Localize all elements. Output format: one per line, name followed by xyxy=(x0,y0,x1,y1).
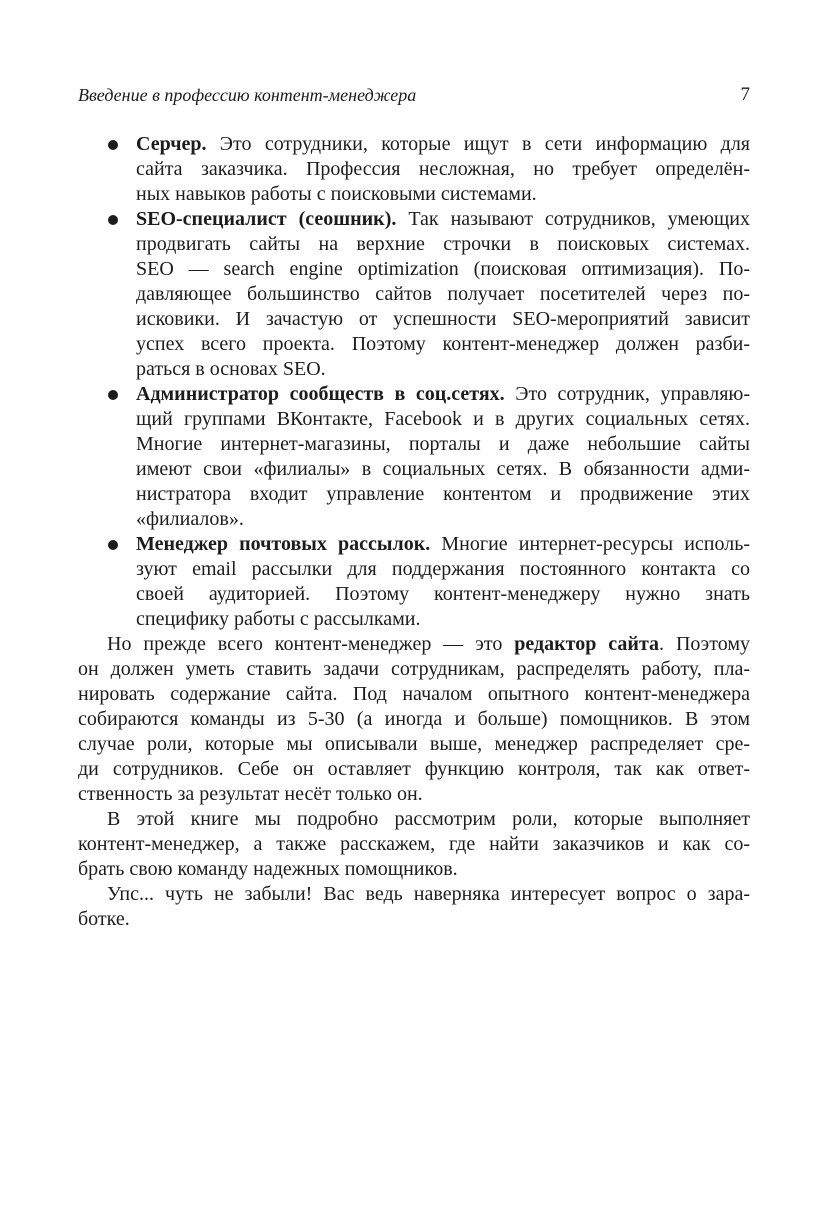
text-line xyxy=(107,632,750,657)
text-line: нистратора входит управление контентом и продвижение этих xyxy=(136,483,750,505)
text-line: сайта заказчика. Профессия несложная, но требует определён- xyxy=(136,158,750,180)
text-line: имеют свои «филиалы» в социальных сетях. В обязанности адми- xyxy=(136,458,750,480)
line-text: Но прежде всего контент-менеджер — это xyxy=(107,633,515,655)
text-line: Упс... чуть не забыли! Вас ведь наверняка интересует вопрос о зара- xyxy=(107,883,750,905)
text-line: продвигать сайты на верхние строчки в поисковых системах. xyxy=(136,233,750,255)
text-line: давляющее большинство сайтов получает посетителей через по- xyxy=(136,283,750,305)
text-line: ди сотрудников. Себе он оставляет функцию контроля, так как ответ- xyxy=(78,758,750,780)
text-line: случае роли, которые мы описывали выше, менеджер распределяет сре- xyxy=(78,733,750,755)
text-line: нировать содержание сайта. Под началом опытного контент-менеджера xyxy=(78,683,750,705)
line-text: Так называют сотрудников, умеющих xyxy=(396,208,750,230)
text-line: успех всего проекта. Поэтому контент-менеджер должен разби- xyxy=(136,333,750,355)
bullet-icon xyxy=(108,215,118,225)
text-line: собираются команды из 5-30 (а иногда и больше) помощников. В этом xyxy=(78,708,750,730)
text-line: раться в основах SEO. xyxy=(136,358,326,380)
text-line: ботке. xyxy=(78,908,130,930)
bullet-icon xyxy=(108,140,118,150)
text-line: ственность за результат несёт только он. xyxy=(78,783,423,805)
bullet-icon xyxy=(108,390,118,400)
bold-term: редактор сайта xyxy=(514,633,660,655)
text-line: «филиалов». xyxy=(136,508,244,530)
text-line: исковики. И зачастую от успешности SEO-мероприятий зависит xyxy=(136,308,750,330)
running-head-title: Введение в профессию контент-менеджера xyxy=(78,85,417,105)
text-line: он должен уметь ставить задачи сотрудникам, распределять работу, пла- xyxy=(78,658,750,680)
line-text: Это сотрудник, управляю- xyxy=(504,383,751,405)
text-line xyxy=(136,207,750,232)
text-line xyxy=(136,532,750,557)
text-line: своей аудиторией. Поэтому контент-менеджеру нужно знать xyxy=(136,583,750,605)
text-line: специфику работы с рассылками. xyxy=(136,608,421,630)
text-line: SEO — search engine optimization (поисковая оптимизация). По- xyxy=(136,258,750,280)
text-line: зуют email рассылки для поддержания постоянного контакта со xyxy=(136,558,750,580)
bullet-icon xyxy=(108,540,118,550)
page-number: 7 xyxy=(740,84,750,105)
text-line: щий группами ВКонтакте, Facebook и в других социальных сетях. xyxy=(136,408,750,430)
line-text: Это сотрудники, которые ищут в сети информацию для xyxy=(206,133,750,155)
bullet-term: SEO-специалист (сеошник). xyxy=(136,208,397,230)
text-line: В этой книге мы подробно рассмотрим роли, которые выполняет xyxy=(107,808,750,830)
line-text: . Поэтому xyxy=(659,633,750,655)
text-line: брать свою команду надежных помощников. xyxy=(78,858,458,880)
text-line: контент-менеджер, а также расскажем, где найти заказчиков и как со- xyxy=(78,833,750,855)
text-line: ных навыков работы с поисковыми системами. xyxy=(136,183,537,205)
bullet-term: Серчер. xyxy=(136,133,207,155)
text-line: Многие интернет-магазины, порталы и даже небольшие сайты xyxy=(136,433,750,455)
text-line xyxy=(136,132,750,157)
line-text: Многие интернет-ресурсы исполь- xyxy=(430,533,751,555)
bullet-term: Администратор сообществ в соц.сетях. xyxy=(136,383,505,405)
bullet-term: Менеджер почтовых рассылок. xyxy=(136,533,431,555)
text-line xyxy=(136,382,750,407)
